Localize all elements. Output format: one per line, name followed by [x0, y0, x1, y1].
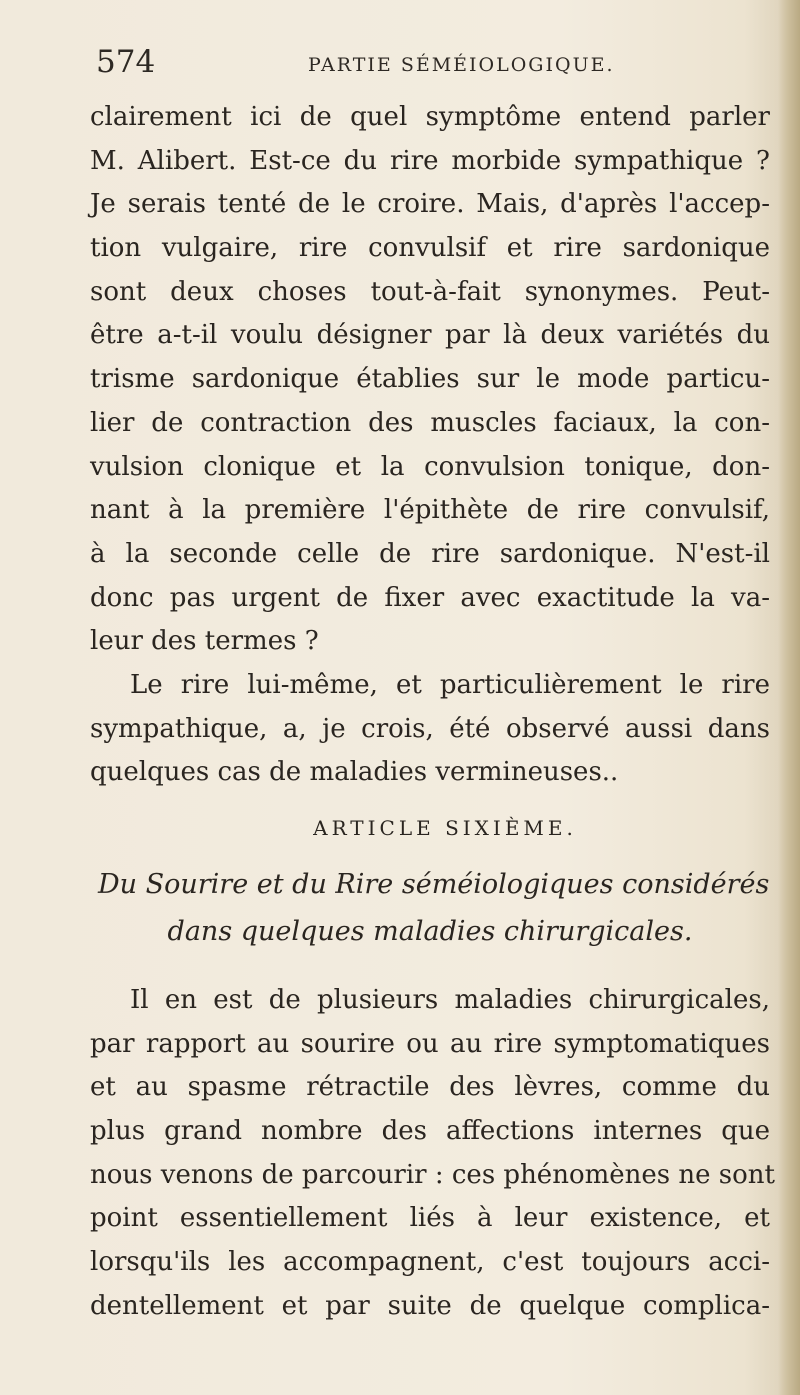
section-title [90, 861, 770, 955]
text-line: nant à la première l'épithète de rire convulsif, [90, 495, 770, 526]
text-line: Je serais tenté de le croire. Mais, d'après l'accep- [90, 189, 770, 220]
paragraph-2 [90, 664, 770, 795]
text-line: M. Alibert. Est-ce du rire morbide sympathique ? [90, 145, 770, 176]
text-line: clairement ici de quel symptôme entend parler [90, 102, 770, 132]
paragraph-3 [90, 979, 775, 1329]
page-number: 574 [96, 44, 156, 80]
page-edge-shadow [778, 0, 800, 1395]
text-line: leur des termes ? [90, 626, 319, 657]
text-line: à la seconde celle de rire sardonique. N'est-il [90, 538, 770, 569]
text-line: sont deux choses tout-à-fait synonymes. Peut- [90, 276, 770, 307]
page-header [96, 44, 736, 84]
text-line: vulsion clonique et la convulsion tonique, don- [90, 451, 770, 482]
article-heading: ARTICLE SIXIÈME. [313, 816, 577, 840]
text-line: et au spasme rétractile des lèvres, comme du [90, 1072, 770, 1103]
text-line: quelques cas de maladies vermineuses.. [90, 757, 619, 788]
section-spacer [90, 955, 770, 979]
text-line: par rapport au sourire ou au rire symptomatiques [90, 1028, 770, 1059]
running-head: PARTIE SÉMÉIOLOGIQUE. [308, 54, 615, 76]
text-line: lier de contraction des muscles faciaux, la con- [90, 407, 770, 438]
text-line: Le rire lui-même, et particulièrement le rire [130, 669, 770, 700]
text-line: lorsqu'ils les accompagnent, c'est toujours acci- [90, 1247, 770, 1278]
text-line: être a-t-il voulu désigner par là deux variétés du [90, 320, 770, 351]
text-line: point essentiellement liés à leur existence, et [90, 1203, 770, 1234]
text-line: tion vulgaire, rire convulsif et rire sardonique [90, 233, 770, 264]
text-line: Il en est de plusieurs maladies chirurgicales, [130, 985, 770, 1015]
text-line: plus grand nombre des affections internes que [90, 1116, 770, 1147]
text-line: dentellement et par suite de quelque complica- [90, 1290, 770, 1321]
body-text [90, 96, 775, 1329]
text-line: sympathique, a, je crois, été observé aussi dans [90, 713, 770, 744]
section-title-line: Du Sourire et du Rire séméiologiques considérés [98, 869, 770, 900]
text-line: nous venons de parcourir : ces phénomènes ne sont [90, 1159, 775, 1190]
section-title-line: dans quelques maladies chirurgicales. [167, 916, 693, 947]
text-line: trisme sardonique établies sur le mode particu- [90, 364, 770, 395]
text-line: donc pas urgent de fixer avec exactitude la va- [90, 582, 770, 613]
paragraph-1 [90, 96, 770, 664]
